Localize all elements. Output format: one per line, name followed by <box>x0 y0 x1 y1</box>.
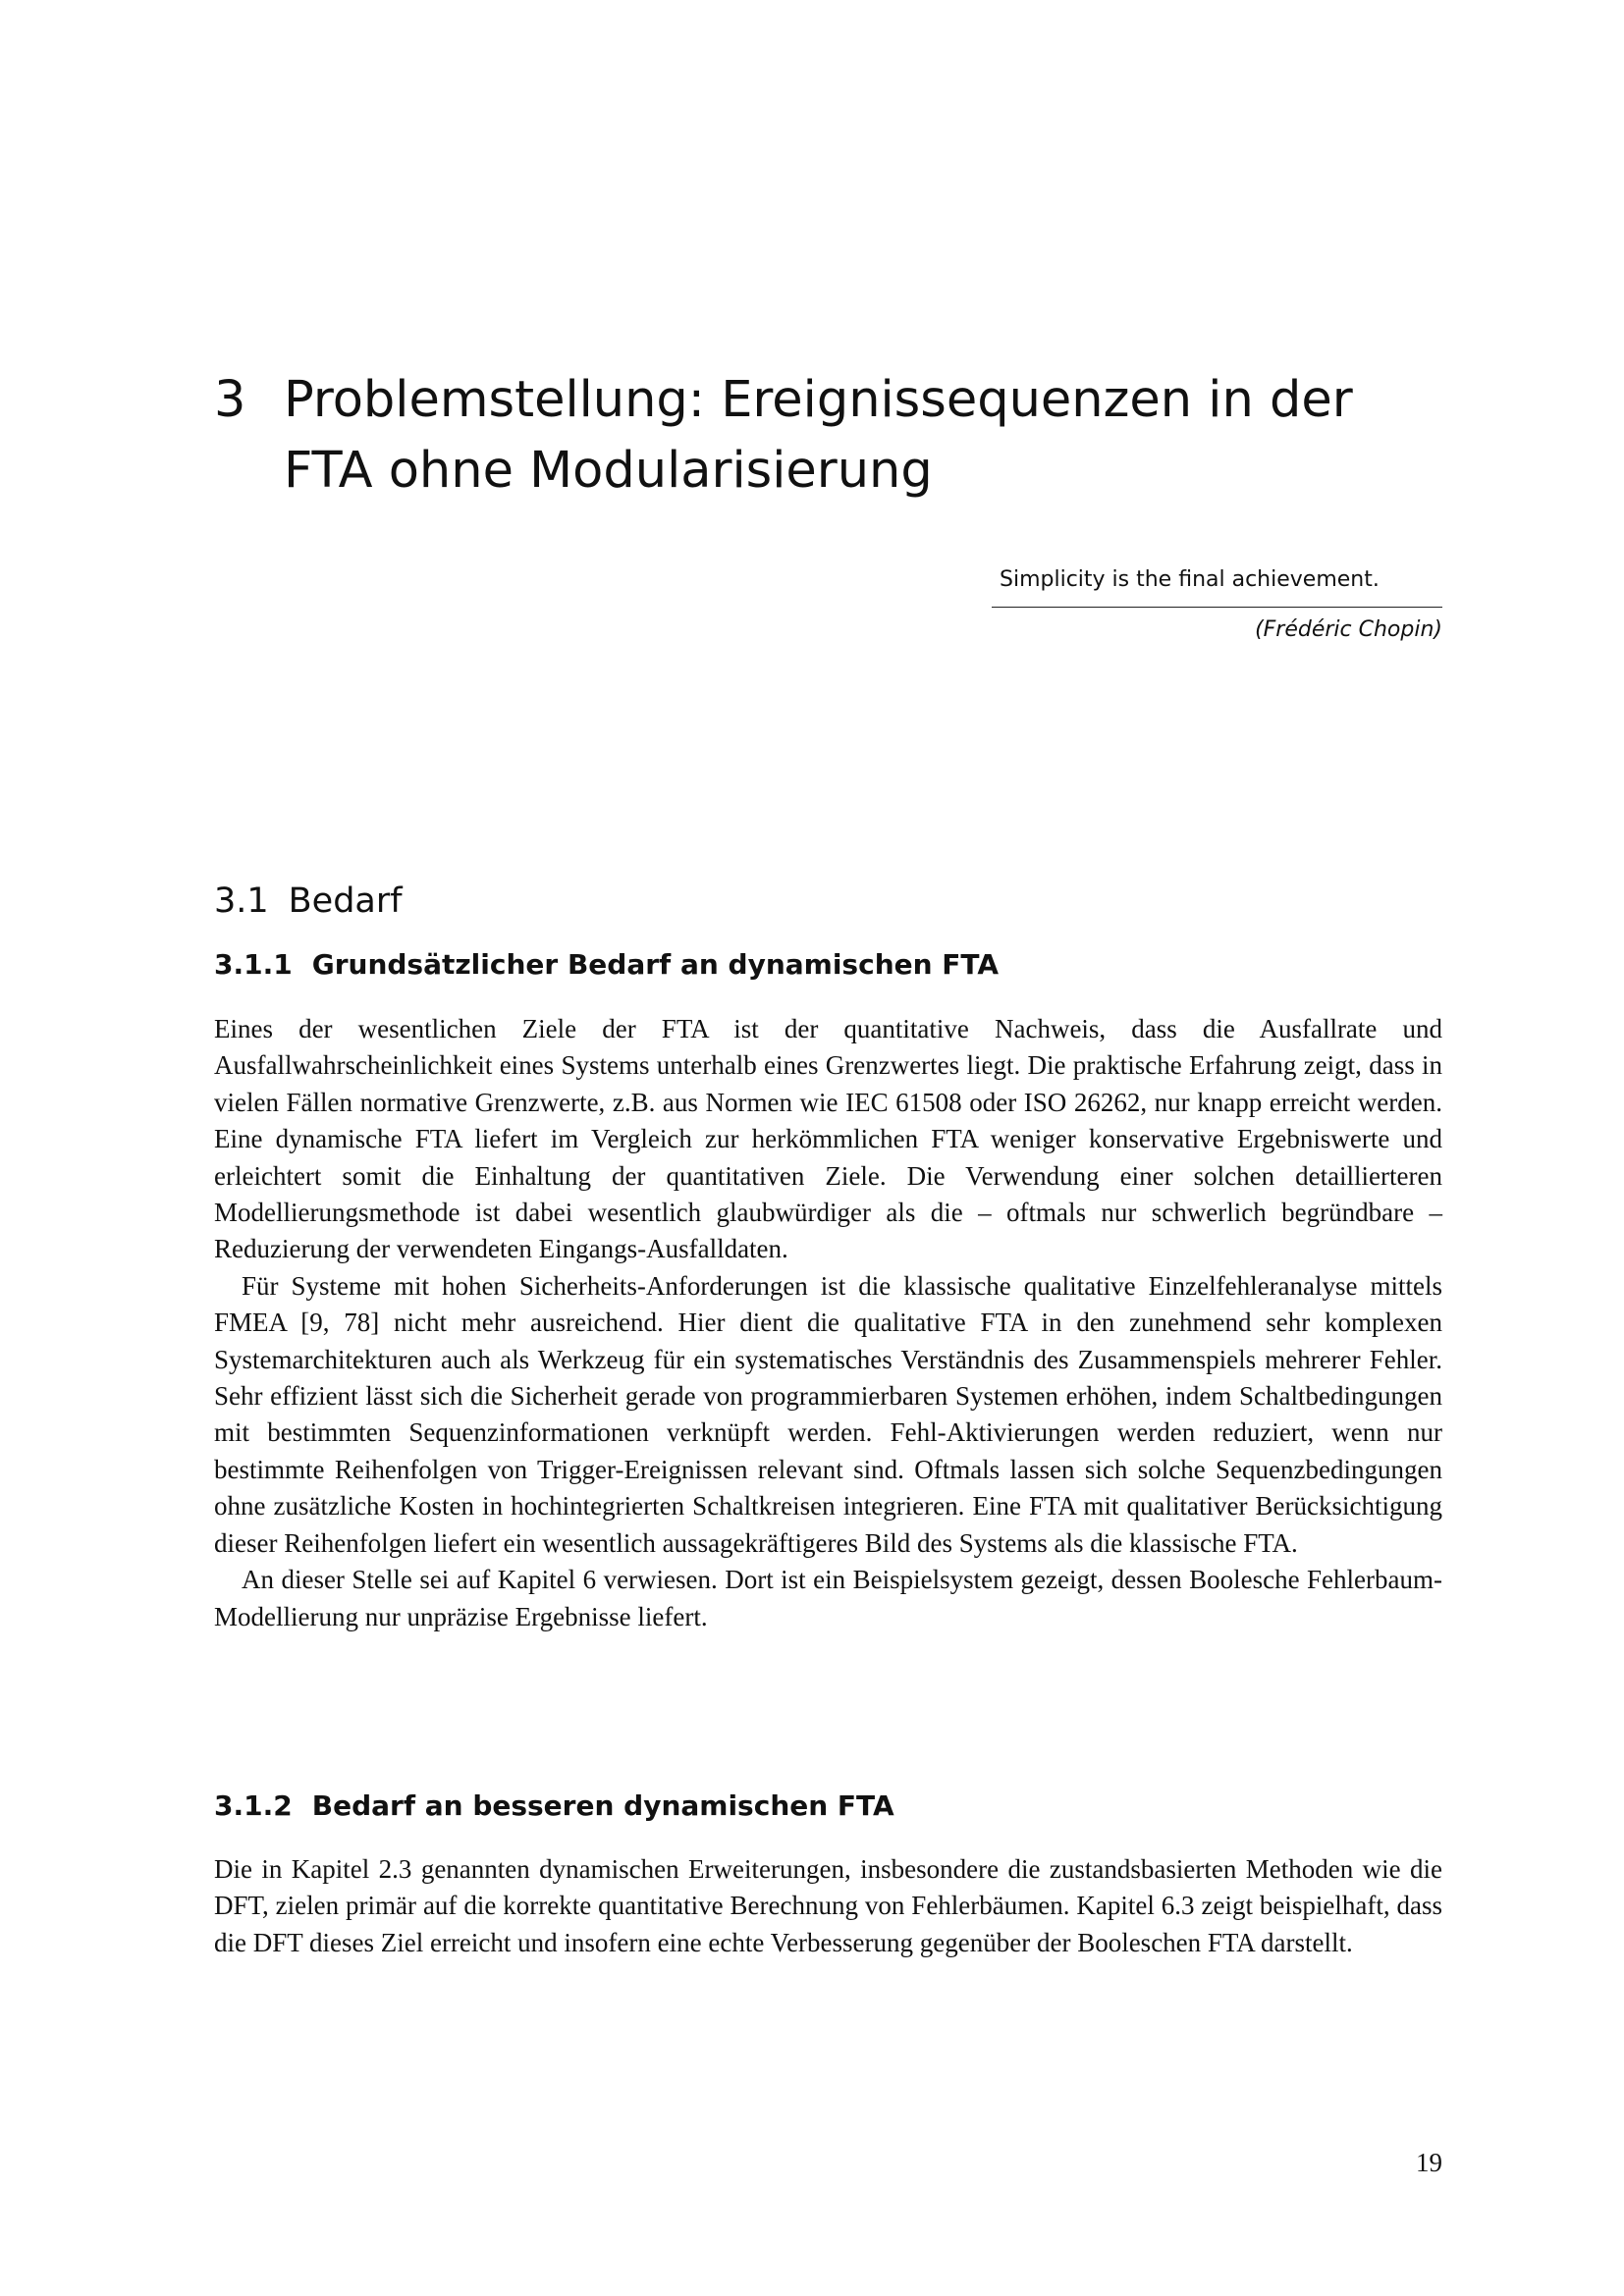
subsection-heading-2 <box>214 1789 894 1822</box>
paragraph: An dieser Stelle sei auf Kapitel 6 verwiesen. Dort ist ein Beispielsystem gezeigt, dessen Boolesche Fehlerbaum-Modellierung nur unpräzise Ergebnisse liefert. <box>214 1565 1442 1631</box>
subsection-1-body <box>214 1011 1442 1635</box>
subsection-number-2: 3.1.2 <box>214 1789 293 1822</box>
page-number: 19 <box>1416 2148 1442 2177</box>
subsection-2-body <box>214 1851 1442 1961</box>
epigraph-rule <box>992 607 1442 608</box>
section-number: 3.1 <box>214 881 269 921</box>
paragraph: Für Systeme mit hohen Sicherheits-Anforderungen ist die klassische qualitative Einzelfehleranalyse mittels FMEA [9, 78] nicht mehr ausreichend. Hier dient die qualitative FTA in den zunehmend sehr komplexen Systemarchitekturen auch als Werkzeug für ein systematisches Verständnis des Zusammenspiels mehrerer Fehler. Sehr effizient lässt sich die Sicherheit gerade von programmierbaren Systemen erhöhen, indem Schaltbedingungen mit bestimmten Sequenzinformationen verknüpft werden. Fehl-Aktivierungen werden reduziert, wenn nur bestimmte Reihenfolgen von Trigger-Ereignissen relevant sind. Oftmals lassen sich solche Sequenzbedingungen ohne zusätzliche Kosten in hochintegrierten Schaltkreisen integrieren. Eine FTA mit qualitativer Berücksichtigung dieser Reihenfolgen liefert ein wesentlich aussagekräftigeres Bild des Systems als die klassische FTA. <box>214 1270 1442 1558</box>
subsection-title-1: Grundsätzlicher Bedarf an dynamischen FTA <box>311 948 1000 981</box>
paragraph: Eines der wesentlichen Ziele der FTA ist der quantitative Nachweis, dass die Ausfallrate und Ausfallwahrscheinlichkeit eines Systems unterhalb eines Grenzwertes liegt. Die praktische Erfahrung zeigt, dass in vielen Fällen normative Grenzwerte, z.B. aus Normen wie IEC 61508 oder ISO 26262, nur knapp erreicht werden. Eine dynamische FTA liefert im Vergleich zur herkömmlichen FTA weniger konservative Ergebniswerte und erleichtert somit die Einhaltung der quantitativen Ziele. Die Verwendung einer solchen detaillierteren Modellierungsmethode ist dabei wesentlich glaubwürdiger als die – oftmals nur schwerlich begründbare – Reduzierung der verwendeten Eingangs-Ausfalldaten. <box>214 1014 1442 1264</box>
paragraph: Die in Kapitel 2.3 genannten dynamischen Erweiterungen, insbesondere die zustandsbasierten Methoden wie die DFT, zielen primär auf die korrekte quantitative Berechnung von Fehlerbäumen. Kapitel 6.3 zeigt beispielhaft, dass die DFT dieses Ziel erreicht und insofern eine echte Verbesserung gegenüber der Booleschen FTA darstellt. <box>214 1854 1442 1957</box>
subsection-title-2: Bedarf an besseren dynamischen FTA <box>311 1789 894 1822</box>
epigraph-quote: Simplicity is the final achievement. <box>1000 567 1380 592</box>
subsection-heading-1 <box>214 948 999 981</box>
chapter-number: 3 <box>214 371 246 429</box>
chapter-title <box>214 365 1441 507</box>
epigraph <box>992 567 1442 642</box>
section-heading <box>214 881 403 921</box>
section-title: Bedarf <box>288 881 403 921</box>
subsection-number-1: 3.1.1 <box>214 948 293 981</box>
chapter-title-text: Problemstellung: Ereignissequenzen in der FTA ohne Modularisierung <box>284 371 1353 500</box>
epigraph-author: (Frédéric Chopin) <box>1255 617 1442 642</box>
